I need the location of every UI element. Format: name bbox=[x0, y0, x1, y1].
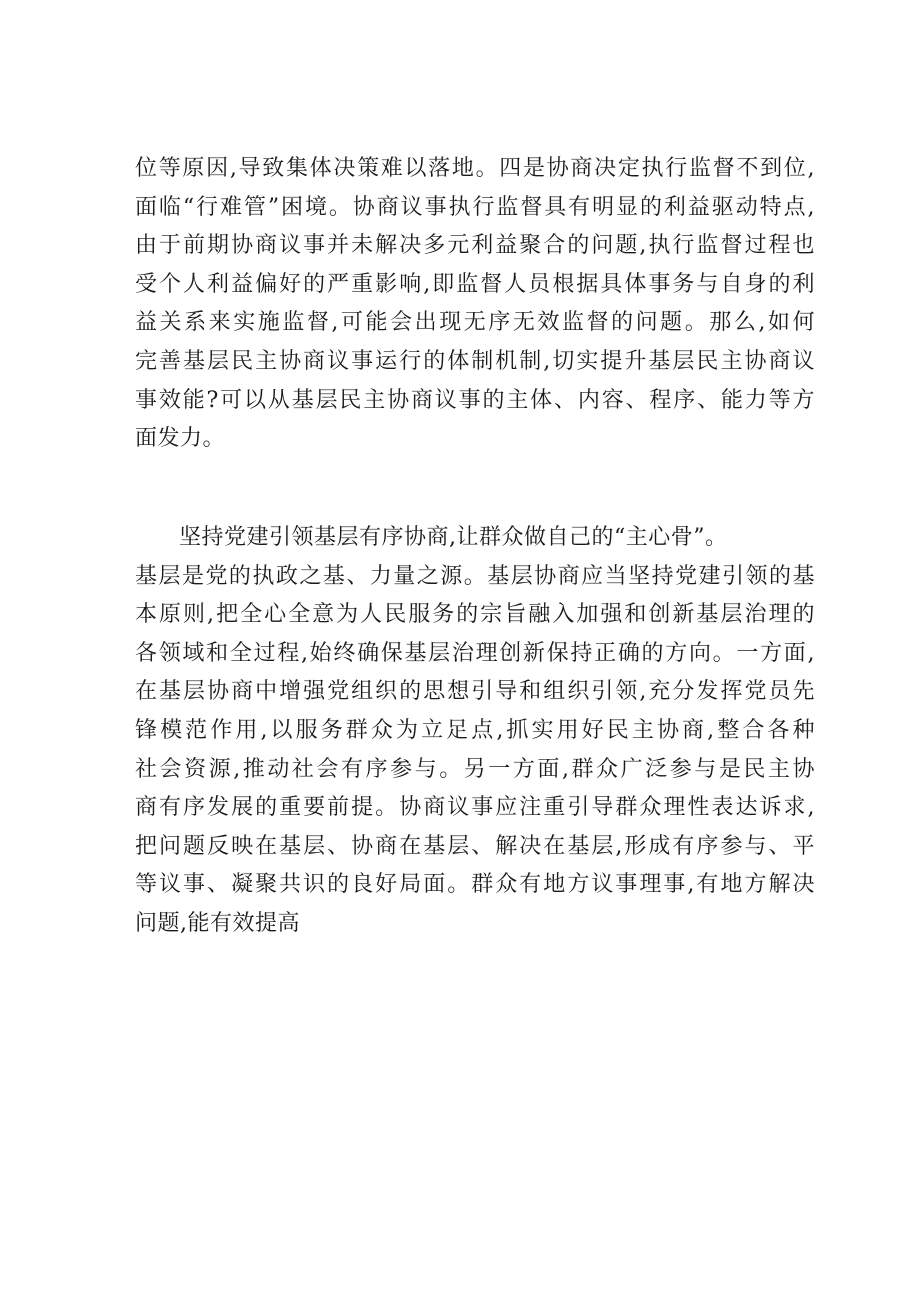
text-line: 益关系来实施监督,可能会出现无序无效监督的问题。那么,如何 bbox=[135, 310, 815, 336]
paragraph-1 bbox=[135, 150, 815, 459]
section-heading-line: 坚持党建引领基层有序协商,让群众做自己的“主心骨”。 bbox=[179, 525, 728, 550]
text-line: 各领域和全过程,始终确保基层治理创新保持正确的方向。一方面, bbox=[135, 640, 815, 666]
text-line: 完善基层民主协商议事运行的体制机制,切实提升基层民主协商议 bbox=[135, 348, 815, 374]
text-line: 面临“行难管”困境。协商议事执行监督具有明显的利益驱动特点, bbox=[135, 194, 815, 220]
text-line: 等议事、凝聚共识的良好局面。群众有地方议事理事,有地方解决 bbox=[135, 872, 815, 898]
paragraph-2 bbox=[135, 519, 815, 944]
text-line: 面发力。 bbox=[135, 426, 226, 452]
text-line: 商有序发展的重要前提。协商议事应注重引导群众理性表达诉求, bbox=[135, 795, 815, 821]
text-line: 事效能?可以从基层民主协商议事的主体、内容、程序、能力等方 bbox=[135, 387, 815, 413]
text-line: 问题,能有效提高 bbox=[135, 910, 300, 936]
text-line: 本原则,把全心全意为人民服务的宗旨融入加强和创新基层治理的 bbox=[135, 602, 815, 628]
text-line: 社会资源,推动社会有序参与。另一方面,群众广泛参与是民主协 bbox=[135, 756, 815, 782]
text-line: 由于前期协商议事并未解决多元利益聚合的问题,执行监督过程也 bbox=[135, 233, 815, 259]
text-line: 锋模范作用,以服务群众为立足点,抓实用好民主协商,整合各种 bbox=[135, 717, 815, 743]
text-line: 受个人利益偏好的严重影响,即监督人员根据具体事务与自身的利 bbox=[135, 271, 815, 297]
text-line: 基层是党的执政之基、力量之源。基层协商应当坚持党建引领的基 bbox=[135, 563, 815, 589]
text-line: 在基层协商中增强党组织的思想引导和组织引领,充分发挥党员先 bbox=[135, 679, 815, 705]
text-line: 把问题反映在基层、协商在基层、解决在基层,形成有序参与、平 bbox=[135, 833, 815, 859]
text-line: 位等原因,导致集体决策难以落地。四是协商决定执行监督不到位, bbox=[135, 156, 815, 181]
